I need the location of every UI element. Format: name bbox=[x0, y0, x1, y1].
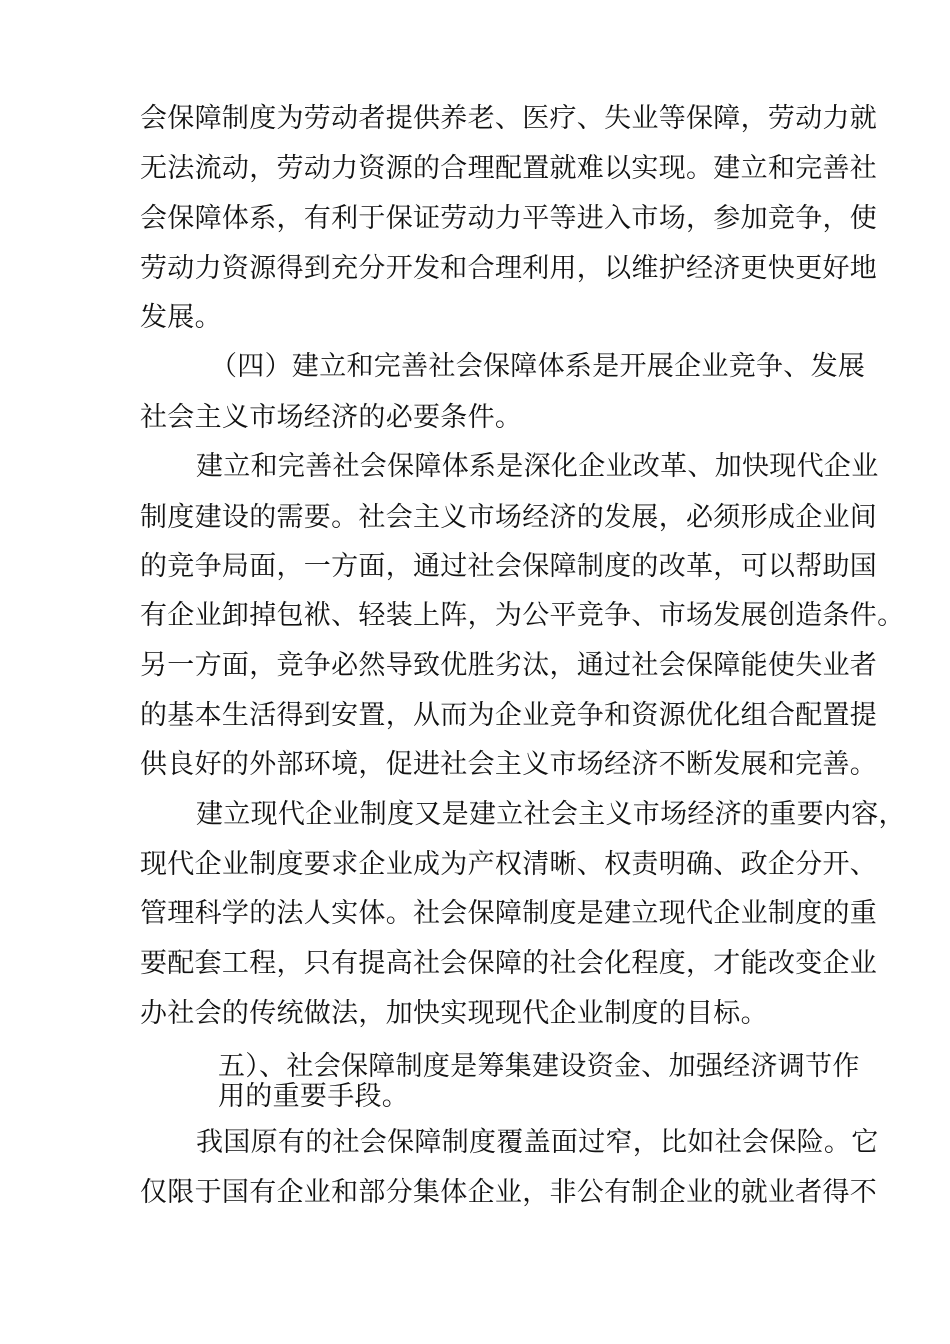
text-line: 另一方面，竞争必然导致优胜劣汰，通过社会保障能使失业者 bbox=[140, 650, 878, 681]
text-line: 建立现代企业制度又是建立社会主义市场经济的重要内容， bbox=[196, 799, 906, 830]
text-line: 管理科学的法人实体。社会保障制度是建立现代企业制度的重 bbox=[140, 898, 878, 929]
text-line: 无法流动，劳动力资源的合理配置就难以实现。建立和完善社 bbox=[140, 153, 878, 184]
text-line: 会保障体系，有利于保证劳动力平等进入市场，参加竞争，使 bbox=[140, 203, 878, 234]
text-line: 发展。 bbox=[140, 302, 222, 333]
text-line: 建立和完善社会保障体系是深化企业改革、加快现代企业 bbox=[196, 451, 879, 482]
text-line: 仅限于国有企业和部分集体企业，非公有制企业的就业者得不 bbox=[140, 1177, 878, 1208]
text-line: 办社会的传统做法，加快实现现代企业制度的目标。 bbox=[140, 998, 768, 1029]
heading-line: 用的重要手段。 bbox=[218, 1081, 410, 1112]
text-line: 会保障制度为劳动者提供养老、医疗、失业等保障，劳动力就 bbox=[140, 103, 878, 134]
text-line: 制度建设的需要。社会主义市场经济的发展，必须形成企业间 bbox=[140, 502, 878, 533]
text-line: 供良好的外部环境，促进社会主义市场经济不断发展和完善。 bbox=[140, 749, 878, 780]
heading-line: 社会主义市场经济的必要条件。 bbox=[140, 402, 523, 433]
text-line: 的基本生活得到安置，从而为企业竞争和资源优化组合配置提 bbox=[140, 700, 878, 731]
text-line: 的竞争局面，一方面，通过社会保障制度的改革，可以帮助国 bbox=[140, 551, 878, 582]
text-line: 我国原有的社会保障制度覆盖面过窄，比如社会保险。它 bbox=[196, 1127, 879, 1158]
text-line: 劳动力资源得到充分开发和合理利用，以维护经济更快更好地 bbox=[140, 253, 878, 284]
text-line: 要配套工程，只有提高社会保障的社会化程度，才能改变企业 bbox=[140, 948, 878, 979]
heading-line: （四）建立和完善社会保障体系是开展企业竞争、发展 bbox=[210, 351, 866, 382]
heading-line: 五）、社会保障制度是筹集建设资金、加强经济调节作 bbox=[218, 1051, 860, 1082]
text-line: 现代企业制度要求企业成为产权清晰、权责明确、政企分开、 bbox=[140, 849, 878, 880]
text-line: 有企业卸掉包袱、轻装上阵，为公平竞争、市场发展创造条件。 bbox=[140, 600, 905, 631]
